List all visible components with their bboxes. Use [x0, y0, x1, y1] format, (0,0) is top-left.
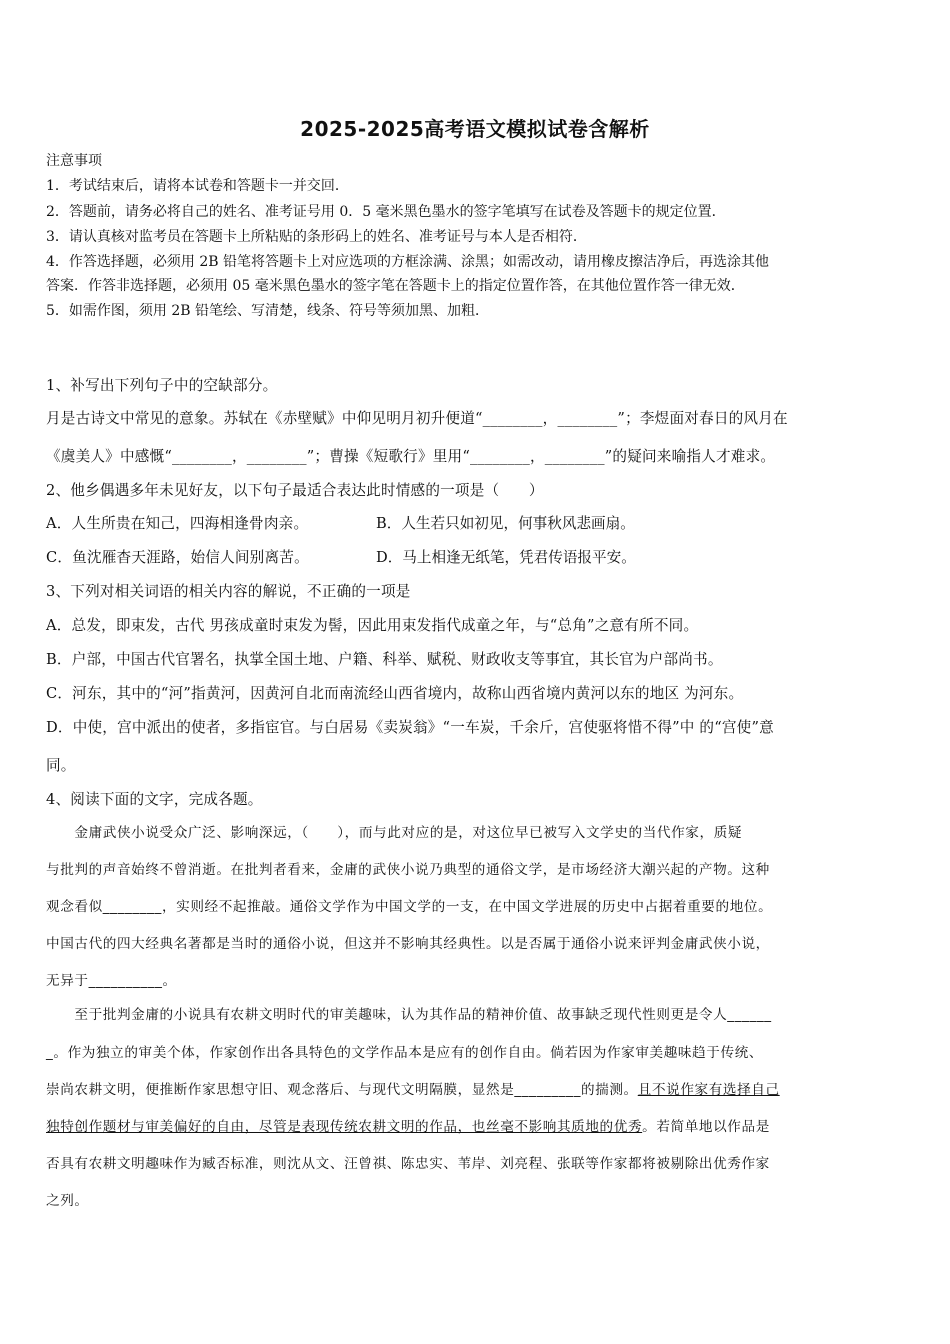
page-title: 2025-2025高考语文模拟试卷含解析 [300, 117, 650, 141]
notice-item: 1．考试结束后，请将本试卷和答题卡一并交回． [46, 178, 349, 194]
question-3-option-d-cont: 同。 [46, 757, 76, 774]
question-3-stem: 3、下列对相关词语的相关内容的解说，不正确的一项是 [46, 583, 411, 600]
passage-line: 与批判的声音始终不曾消逝。在批判者看来，金庸的武侠小说乃典型的通俗文学，是市场经济大潮兴起的产物。这种 [46, 862, 770, 878]
passage-line: 至于批判金庸的小说具有农耕文明时代的审美趣味，认为其作品的精神价值、故事缺乏现代性则更是令人______ [46, 1007, 772, 1023]
question-2-stem: 2、他乡偶遇多年未见好友，以下句子最适合表达此时情感的一项是（ ） [46, 482, 544, 499]
question-3-option-c: C．河东，其中的“河”指黄河，因黄河自北而南流经山西省境内，故称山西省境内黄河以东的地区 为河东。 [46, 685, 744, 702]
question-1-stem: 1、补写出下列句子中的空缺部分。 [46, 377, 278, 394]
passage-line: 观念看似________，实则经不起推敲。通俗文学作为中国文学的一支，在中国文学进展的历史中占据着重要的地位。 [46, 899, 773, 915]
question-4-stem: 4、阅读下面的文字，完成各题。 [46, 791, 263, 808]
passage-line: _。作为独立的审美个体，作家创作出各具特色的文学作品本是应有的创作自由。倘若因为作家审美趣味趋于传统、 [46, 1045, 764, 1061]
passage-text: 。若简单地以作品是 [642, 1119, 770, 1135]
passage-line: 之列。 [46, 1193, 89, 1209]
question-2-option-a: A．人生所贵在知己，四海相逢骨肉亲。 [46, 515, 309, 532]
passage-line: 无异于__________。 [46, 973, 177, 989]
passage-line: 中国古代的四大经典名著都是当时的通俗小说，但这并不影响其经典性。以是否属于通俗小说来评判金庸武侠小说， [46, 936, 770, 952]
notice-heading: 注意事项 [46, 153, 102, 169]
question-1-line: 《虞美人》中感慨“________，________”；曹操《短歌行》里用“________，________”的疑问来喻指人才难求。 [46, 448, 776, 465]
notice-item: 4．作答选择题，必须用 2B 铅笔将答题卡上对应选项的方框涂满、涂黑；如需改动，请用橡皮擦洁净后，再选涂其他 [46, 254, 769, 270]
underlined-sentence: 独特创作题材与审美偏好的自由，尽管是表现传统农耕文明的作品，也丝毫不影响其质地的优秀 [46, 1119, 643, 1135]
passage-text: 崇尚农耕文明，便推断作家思想守旧、观念落后、与现代文明隔膜，显然是_________的揣测。 [46, 1082, 638, 1098]
question-1-line: 月是古诗文中常见的意象。苏轼在《赤壁赋》中仰见明月初升便道“________，________”；李煜面对春日的风月在 [46, 410, 788, 427]
notice-item: 5．如需作图，须用 2B 铅笔绘、写清楚，线条、符号等须加黑、加粗． [46, 303, 490, 319]
notice-item: 2．答题前，请务必将自己的姓名、准考证号用 0．5 毫米黑色墨水的签字笔填写在试卷及答题卡的规定位置． [46, 204, 726, 220]
question-3-option-d: D．中使，宫中派出的使者，多指宦官。与白居易《卖炭翁》“一车炭，千余斤，宫使驱将惜不得”中 的“宫使”意 [46, 719, 774, 736]
notice-item: 3．请认真核对监考员在答题卡上所粘贴的条形码上的姓名、准考证号与本人是否相符． [46, 229, 587, 245]
question-2-option-c: C．鱼沈雁杳天涯路，始信人间别离苦。 [46, 549, 309, 566]
passage-line [46, 1080, 780, 1100]
question-3-option-b: B．户部，中国古代官署名，执掌全国土地、户籍、科举、赋税、财政收支等事宜，其长官为户部尚书。 [46, 651, 723, 668]
notice-item: 答案．作答非选择题，必须用 05 毫米黑色墨水的签字笔在答题卡上的指定位置作答，在其他位置作答一律无效． [46, 278, 745, 294]
underlined-sentence: 且不说作家有选择自己 [637, 1082, 780, 1098]
question-2-option-b: B．人生若只如初见，何事秋风悲画扇。 [376, 515, 635, 532]
question-2-option-d: D．马上相逢无纸笔，凭君传语报平安。 [376, 549, 636, 566]
passage-line: 金庸武侠小说受众广泛、影响深远，（ ），而与此对应的是，对这位早已被写入文学史的当代作家，质疑 [46, 825, 743, 841]
question-3-option-a: A．总发，即束发，古代 男孩成童时束发为髻，因此用束发指代成童之年，与“总角”之意有所不同。 [46, 617, 699, 634]
passage-line [46, 1117, 770, 1137]
passage-line: 否具有农耕文明趣味作为臧否标准，则沈从文、汪曾祺、陈忠实、苇岸、刘亮程、张联等作家都将被剔除出优秀作家 [46, 1156, 770, 1172]
